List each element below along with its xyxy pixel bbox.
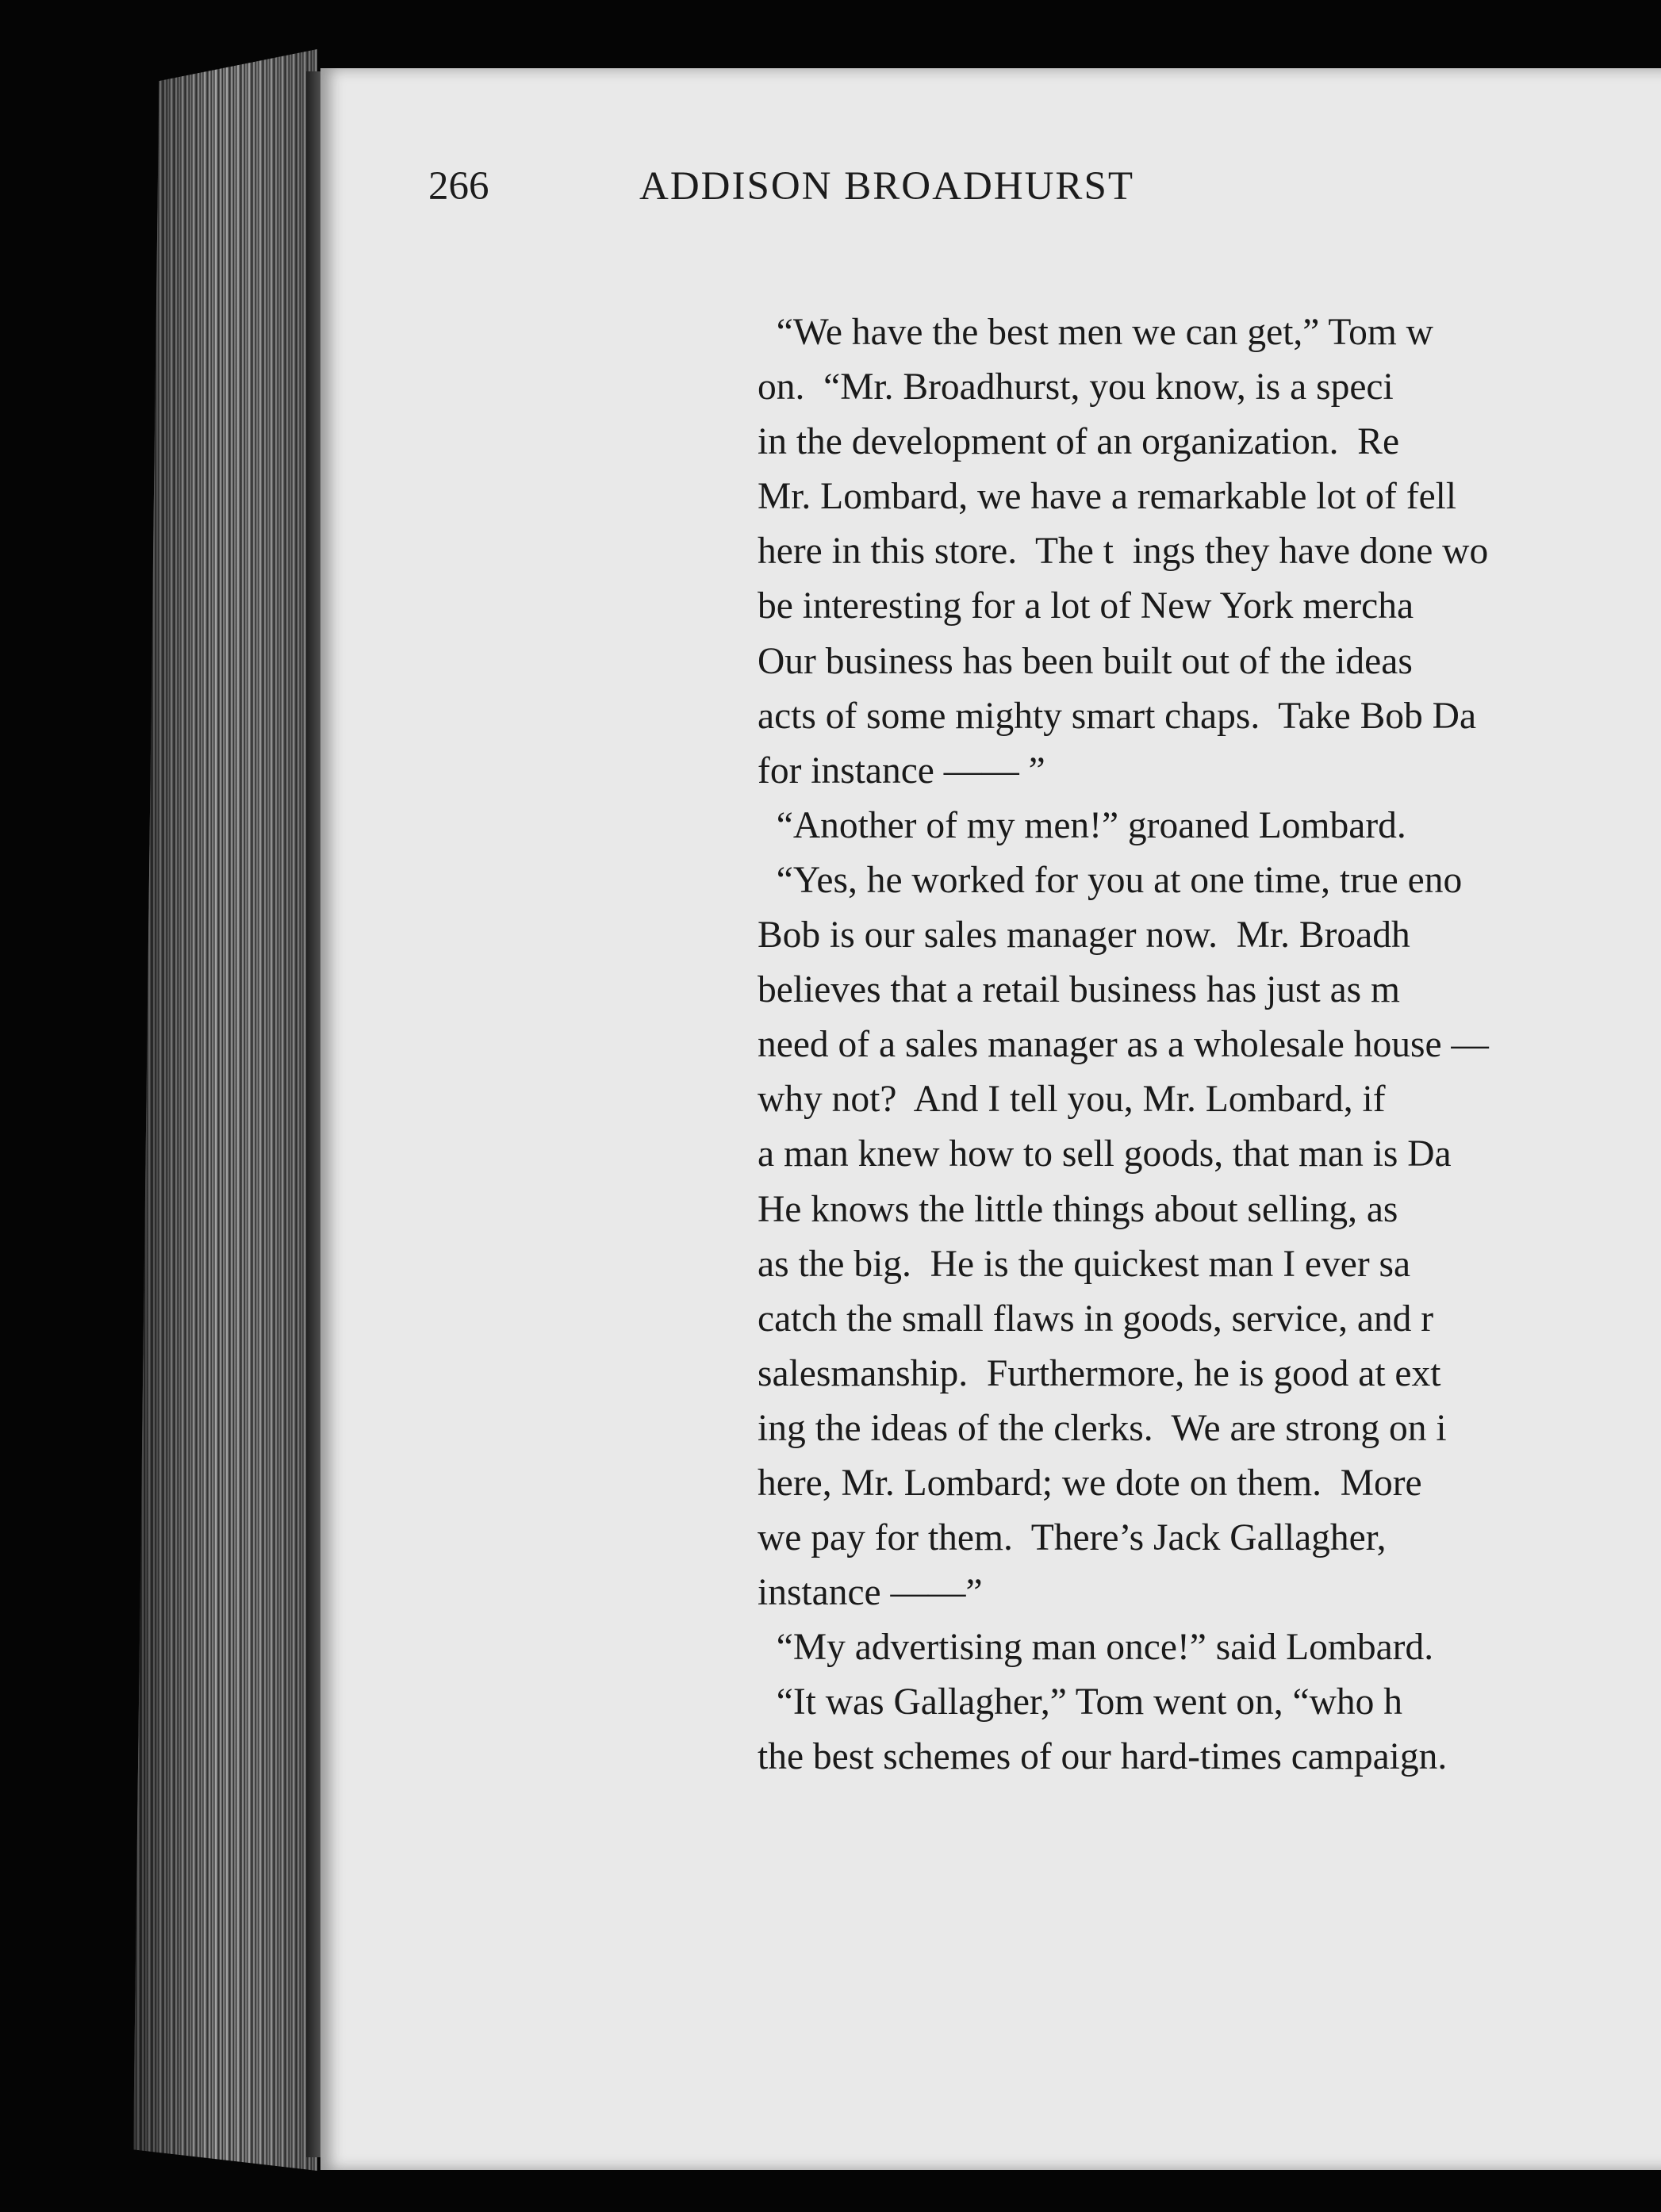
text-line: why not? And I tell you, Mr. Lombard, if: [758, 1079, 1386, 1121]
book-page-edges: [133, 49, 317, 2171]
body-text: [758, 305, 1661, 1785]
text-line: in the development of an organization. Re: [758, 421, 1400, 463]
text-line: “Another of my men!” groaned Lombard.: [758, 804, 1406, 846]
text-line: for instance —— ”: [758, 749, 1045, 792]
book-title: ADDISON BROADHURST: [639, 164, 1134, 209]
text-line: here in this store. The t ings they have done wo: [758, 531, 1489, 573]
text-line: Our business has been built out of the ideas: [758, 640, 1413, 682]
text-line: instance ——”: [758, 1572, 983, 1614]
text-line: “Yes, he worked for you at one time, true eno: [758, 859, 1463, 901]
text-line: need of a sales manager as a wholesale house —: [758, 1024, 1489, 1066]
text-line: the best schemes of our hard-times campaign.: [758, 1736, 1448, 1778]
text-line: acts of some mighty smart chaps. Take Bob Da: [758, 695, 1477, 737]
text-line: on. “Mr. Broadhurst, you know, is a speci: [758, 366, 1394, 408]
text-line: salesmanship. Furthermore, he is good at ext: [758, 1352, 1441, 1394]
text-line: “It was Gallagher,” Tom went on, “who h: [758, 1681, 1403, 1723]
text-line: catch the small flaws in goods, service, and r: [758, 1298, 1434, 1340]
text-line: He knows the little things about selling, as: [758, 1188, 1398, 1230]
text-line: a man knew how to sell goods, that man is Da: [758, 1133, 1452, 1175]
text-line: Bob is our sales manager now. Mr. Broadh: [758, 914, 1410, 956]
text-line: “My advertising man once!” said Lombard.: [758, 1627, 1434, 1669]
text-line: Mr. Lombard, we have a remarkable lot of fell: [758, 476, 1457, 518]
text-line: “We have the best men we can get,” Tom w: [758, 312, 1433, 353]
page-number: 266: [428, 164, 489, 209]
text-line: ing the ideas of the clerks. We are strong on i: [758, 1407, 1447, 1449]
text-line: as the big. He is the quickest man I ever sa: [758, 1243, 1411, 1285]
text-line: be interesting for a lot of New York mercha: [758, 585, 1414, 627]
running-head: [428, 163, 1661, 235]
text-line: believes that a retail business has just as m: [758, 969, 1400, 1011]
text-line: we pay for them. There’s Jack Gallagher,: [758, 1517, 1387, 1559]
text-line: here, Mr. Lombard; we dote on them. More: [758, 1462, 1422, 1504]
